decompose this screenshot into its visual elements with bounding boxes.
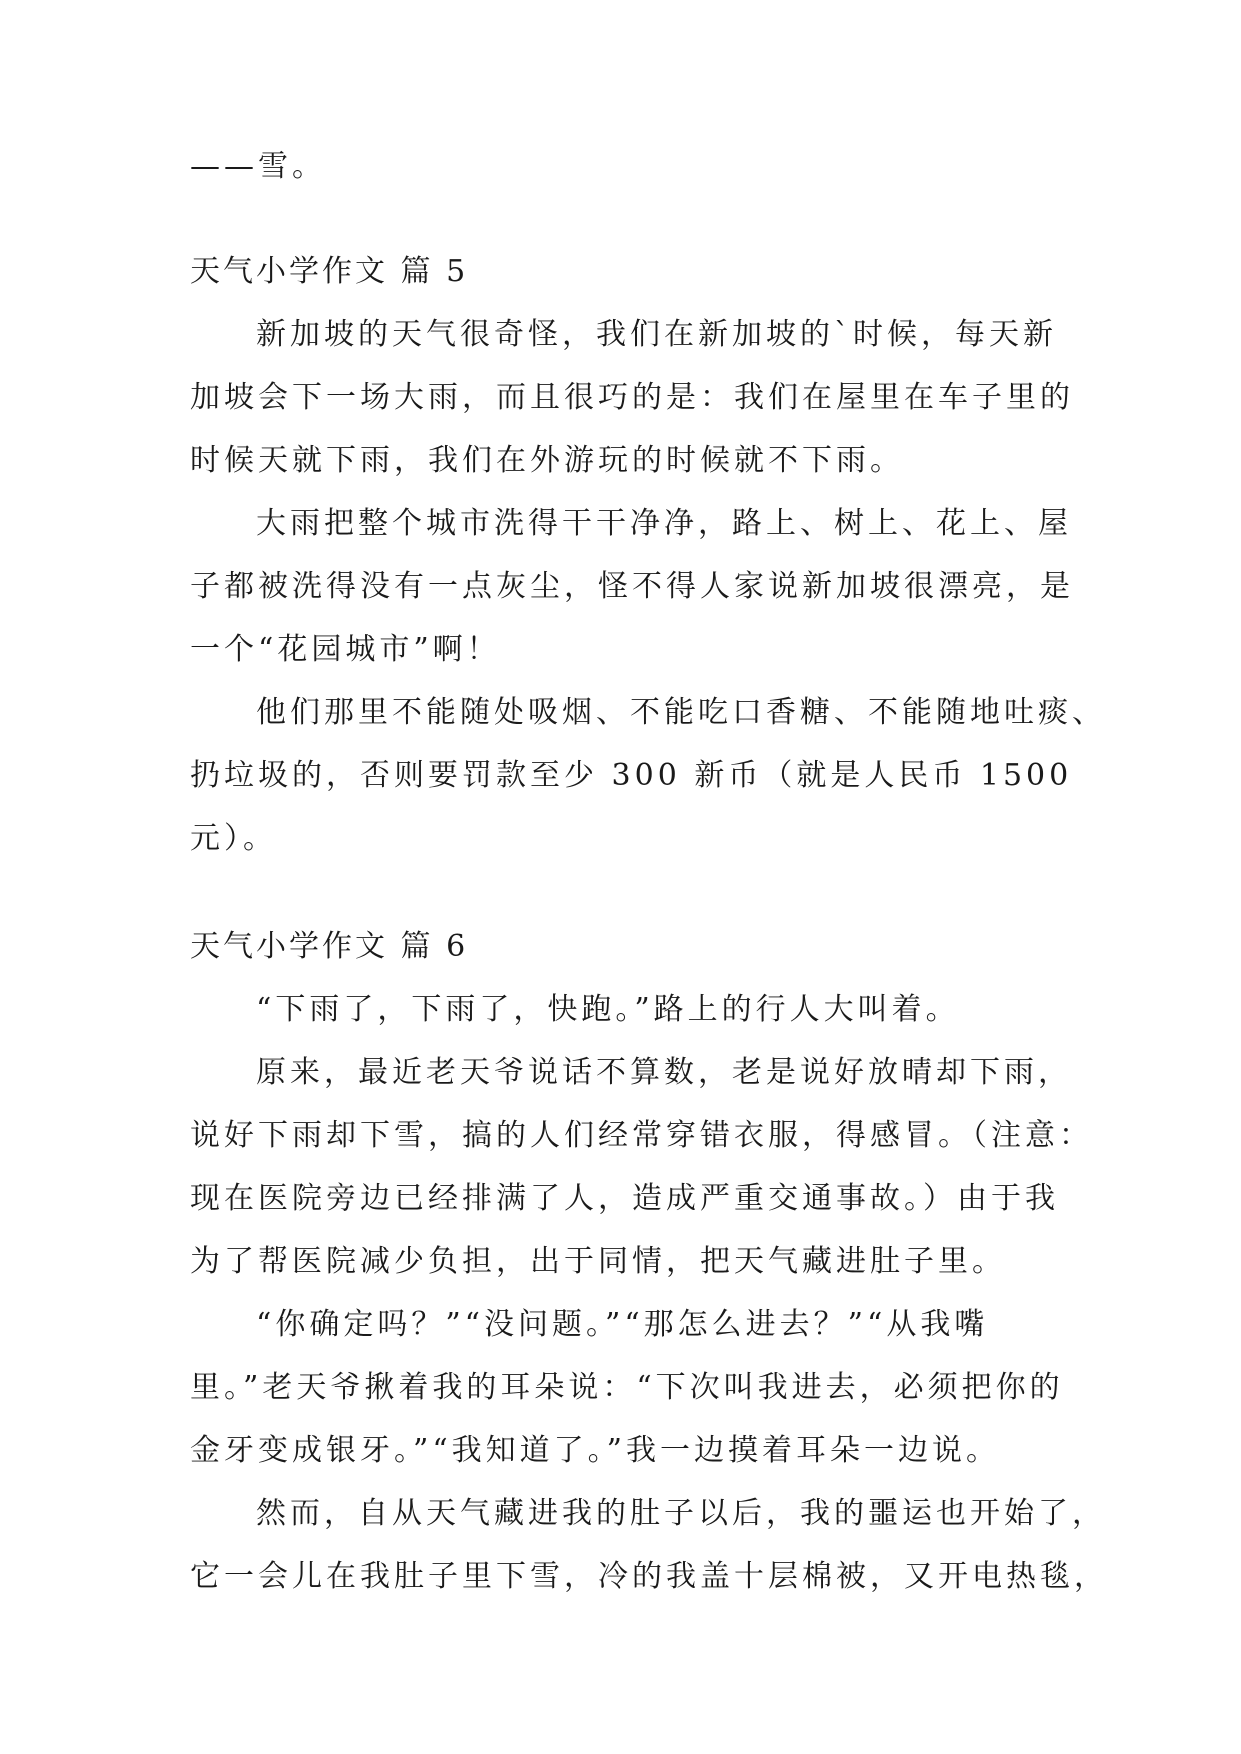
paragraph-line: 原来，最近老天爷说话不算数，老是说好放晴却下雨， — [256, 1055, 1072, 1090]
section-6 — [190, 915, 1108, 1608]
paragraph-line: 新加坡的天气很奇怪，我们在新加坡的`时候，每天新 — [256, 317, 1057, 352]
section-5 — [190, 240, 1106, 870]
paragraph-line: “下雨了，下雨了，快跑。”路上的行人大叫着。 — [256, 992, 960, 1027]
paragraph-line: 元）。 — [190, 821, 277, 856]
section-5-heading: 天气小学作文 篇 5 — [190, 254, 469, 289]
paragraph-line: 加坡会下一场大雨，而且很巧的是：我们在屋里在车子里的 — [190, 380, 1074, 415]
paragraph-line: 然而，自从天气藏进我的肚子以后，我的噩运也开始了， — [256, 1496, 1106, 1531]
paragraph-line: 扔垃圾的，否则要罚款至少 300 新币（就是人民币 1500 — [190, 758, 1073, 793]
paragraph-line: 为了帮医院减少负担，出于同情，把天气藏进肚子里。 — [190, 1244, 1006, 1279]
paragraph-line: 说好下雨却下雪，搞的人们经常穿错衣服，得感冒。（注意： — [190, 1118, 1093, 1153]
paragraph-line: 他们那里不能随处吸烟、不能吃口香糖、不能随地吐痰、 — [256, 695, 1106, 730]
paragraph-line: 它一会儿在我肚子里下雪，冷的我盖十层棉被，又开电热毯， — [190, 1559, 1108, 1594]
paragraph-line: 一个“花园城市”啊！ — [190, 632, 501, 667]
paragraph-line: 子都被洗得没有一点灰尘，怪不得人家说新加坡很漂亮，是 — [190, 569, 1074, 604]
paragraph-line: 金牙变成银牙。”“我知道了。”我一边摸着耳朵一边说。 — [190, 1433, 1001, 1468]
intro-tail-line: ——雪。 — [190, 149, 326, 184]
paragraph-line: “你确定吗？”“没问题。”“那怎么进去？”“从我嘴 — [256, 1307, 989, 1342]
paragraph-line: 现在医院旁边已经排满了人，造成严重交通事故。）由于我 — [190, 1181, 1059, 1216]
paragraph-line: 里。”老天爷揪着我的耳朵说：“下次叫我进去，必须把你的 — [190, 1370, 1064, 1405]
paragraph-line: 时候天就下雨，我们在外游玩的时候就不下雨。 — [190, 443, 904, 478]
section-6-heading: 天气小学作文 篇 6 — [190, 929, 469, 964]
intro-block — [190, 135, 1050, 198]
paragraph-line: 大雨把整个城市洗得干干净净，路上、树上、花上、屋 — [256, 506, 1072, 541]
